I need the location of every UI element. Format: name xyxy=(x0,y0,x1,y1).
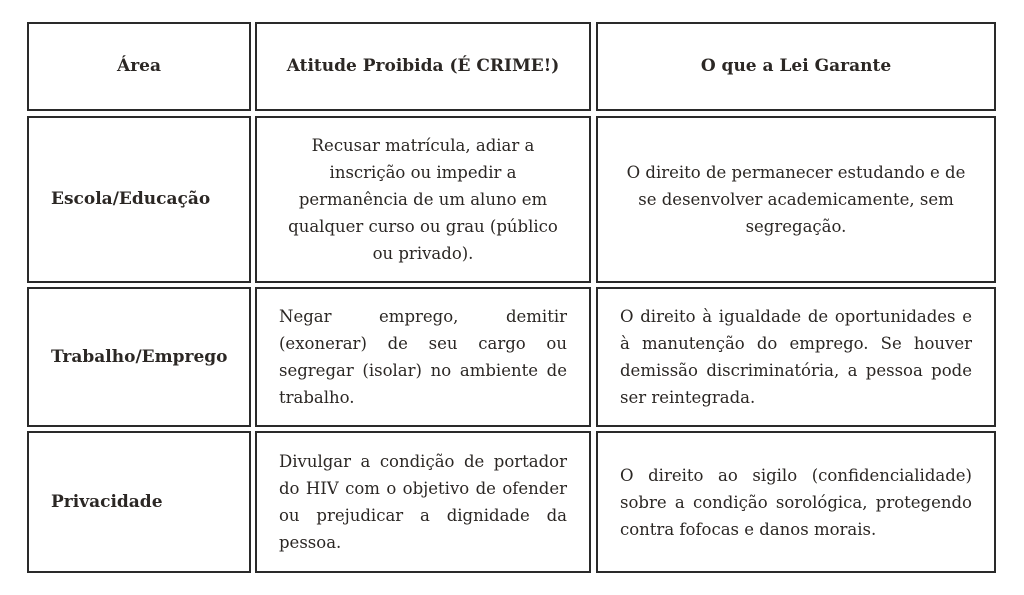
row-work-guarantee xyxy=(596,287,996,427)
prohibited-text: Negar emprego, demitir (exonerar) de seu cargo ou segregar (isolar) no ambiente de trabalho. xyxy=(279,307,567,407)
header-area xyxy=(27,22,251,111)
row-privacy-guarantee xyxy=(596,431,996,573)
header-guarantee xyxy=(596,22,996,111)
area-label: Escola/Educação xyxy=(51,189,211,209)
guarantee-text: O direito ao sigilo (confidencialidade) sobre a condição sorológica, protegendo contra fofocas e danos morais. xyxy=(620,465,972,539)
row-privacy-prohibited xyxy=(255,431,591,573)
header-area-label: Área xyxy=(117,56,161,76)
row-work-area xyxy=(27,287,251,427)
row-education-area xyxy=(27,116,251,283)
row-education-guarantee xyxy=(596,116,996,283)
row-work-prohibited xyxy=(255,287,591,427)
header-prohibited-label: Atitude Proibida (É CRIME!) xyxy=(286,56,560,76)
header-guarantee-label: O que a Lei Garante xyxy=(700,56,892,76)
guarantee-text: O direito de permanecer estudando e de se desenvolver academicamente, sem segregação. xyxy=(626,163,966,236)
prohibited-text: Divulgar a condição de portador do HIV com o objetivo de ofender ou prejudicar a dignidade da pessoa. xyxy=(279,452,567,552)
guarantee-text: O direito à igualdade de oportunidades e à manutenção do emprego. Se houver demissão discriminatória, a pessoa pode ser reintegrada. xyxy=(620,307,972,407)
row-privacy-area xyxy=(27,431,251,573)
prohibited-text: Recusar matrícula, adiar a inscrição ou impedir a permanência de um aluno em qualquer curso ou grau (público ou privado). xyxy=(288,136,558,263)
row-education-prohibited xyxy=(255,116,591,283)
area-label: Trabalho/Emprego xyxy=(51,346,228,367)
area-label: Privacidade xyxy=(51,491,163,512)
header-prohibited xyxy=(255,22,591,111)
